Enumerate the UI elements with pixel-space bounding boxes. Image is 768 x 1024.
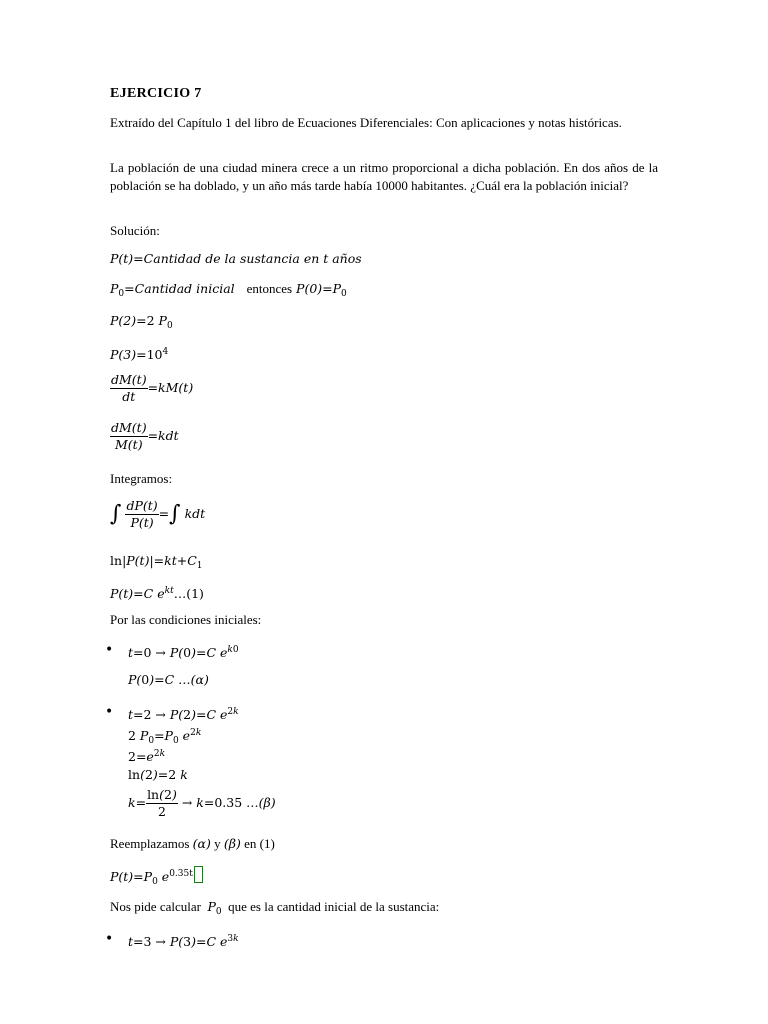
eq-p2: P(2)=2 $P_0$	[110, 313, 173, 331]
bullet-dot: •	[105, 642, 114, 658]
integral-sign: ∫	[110, 501, 122, 527]
solucion-label: Solución:	[110, 223, 160, 238]
def-p0-text: Cantidad inicial	[134, 281, 235, 296]
pide-line: Nos pide calcular $P_0$ que es la cantidad inicial de la sustancia:	[110, 899, 440, 917]
integral-sign: ∫	[169, 501, 181, 527]
entonces-word: entonces	[246, 281, 293, 296]
cond-t0: • t=0 → P(0)=C $e^{k0}$	[105, 642, 239, 660]
text-cursor-box	[194, 866, 203, 883]
eq-general: P(t)=C $e^{kt}\dots(1)$	[110, 586, 204, 601]
intro-paragraph: Extraído del Capítulo 1 del libro de Ecuaciones Diferenciales: Con aplicaciones y notas históricas.	[110, 115, 622, 130]
pide-post: que es la cantidad inicial de la sustancia:	[228, 899, 440, 914]
exp-value: 0.35t	[169, 869, 193, 879]
fraction-ln2-2: $\frac{\ln(2)}{2}$	[147, 787, 177, 819]
cond-t3: • t=3 → P(3)=C $e^{3k}$	[105, 931, 239, 949]
eq-ln2: ln(2)=2 k	[128, 767, 188, 782]
eq-integral: ∫ $\frac{dP(t)}{P(t)}$ =∫ kdt	[110, 498, 206, 530]
eq-p3: $P(3)=10^4$	[110, 347, 169, 362]
fraction-dp-p: $\frac{dP(t)}{P(t)}$	[126, 498, 158, 530]
eq-alpha: P(0)=C …(α)	[128, 672, 209, 687]
cond-t2: • t=2 → P(2)=C $e^{2k}$	[105, 704, 239, 722]
k-value: 0.35	[214, 795, 243, 810]
eq-final-model: $P(t)=P_0$ $e^{0.35t}$	[110, 865, 203, 891]
def-pt-text: Cantidad de la sustancia en t años	[143, 251, 362, 266]
eq-def-pt: P(t)=Cantidad de la sustancia en t años	[110, 251, 362, 266]
reemplazamos-line: Reemplazamos (α) y (β) en (1)	[110, 836, 275, 851]
reemplazamos-en: en (1)	[244, 836, 275, 851]
eq-k-value: k= $\frac{\ln(2)}{2}$ → k=0.35 …(β)	[128, 787, 276, 819]
pide-pre: Nos pide calcular	[110, 899, 201, 914]
fraction-dm-dt: $\frac{dM(t)}{dt}$	[111, 372, 147, 404]
eq-def-p0: $P_0=Cantidad$ inicial entonces $P(0)=P_0$	[110, 281, 347, 299]
bullet-dot: •	[105, 704, 114, 720]
eq-dm-dt: $\frac{dM(t)}{dt}$ =kM(t)	[111, 372, 194, 404]
exercise-title: EJERCICIO 7	[110, 86, 202, 101]
problem-paragraph: La población de una ciudad minera crece a un ritmo proporcional a dicha población. En dos años de la población se ha doblado, y un año más tarde había 10000 habitantes. ¿Cuál era la población inicial?	[110, 160, 658, 193]
eq-ln: $\ln|P(t)|=kt+C_1$	[110, 553, 203, 571]
eq-2-e2k: $2=e^{2k}$	[128, 749, 166, 764]
reemplazamos-y: y	[214, 836, 221, 851]
reemplazamos-label: Reemplazamos	[110, 836, 190, 851]
eq-separated: $\frac{dM(t)}{M(t)}$ =kdt	[111, 420, 179, 452]
eq-2p0: 2 $P_0=P_0$ $e^{2k}$	[128, 728, 202, 746]
fraction-dm-m: $\frac{dM(t)}{M(t)}$	[111, 420, 147, 452]
bullet-dot: •	[105, 931, 114, 947]
integramos-label: Integramos:	[110, 471, 173, 486]
condiciones-label: Por las condiciones iniciales:	[110, 612, 262, 627]
